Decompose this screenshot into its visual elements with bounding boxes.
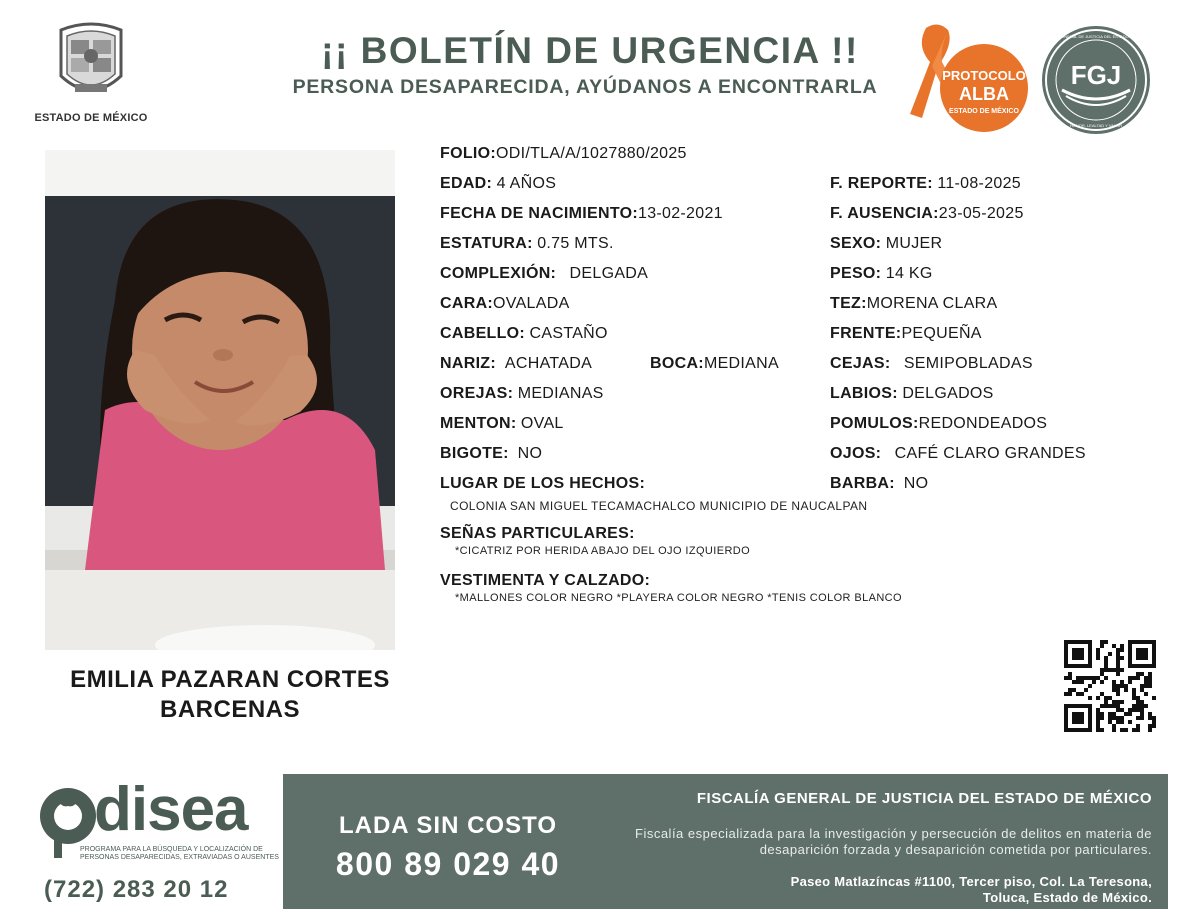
field-label: POMULOS:	[830, 415, 919, 432]
field-folio	[440, 145, 687, 163]
person-name-line1: EMILIA PAZARAN CORTES	[70, 666, 390, 693]
field-lugar-value: COLONIA SAN MIGUEL TECAMACHALCO MUNICIPIO DE NAUCALPAN	[450, 499, 868, 513]
field-orejas	[440, 385, 604, 403]
field-barba	[830, 475, 928, 493]
fgj-logo	[1040, 24, 1152, 136]
odisea-wordmark: disea	[94, 775, 248, 844]
fgj-seal-icon	[1040, 24, 1152, 136]
field-label: VESTIMENTA Y CALZADO:	[440, 572, 651, 589]
footer-contact-panel	[283, 774, 1168, 909]
field-ojos	[830, 445, 1086, 463]
field-label: FOLIO:	[440, 145, 497, 162]
field-bigote	[440, 445, 542, 463]
alba-line2: ALBA	[959, 84, 1009, 104]
field-label: SEÑAS PARTICULARES:	[440, 525, 635, 542]
fgj-ring-bottom: HONOR, LEALTAD Y VALOR	[1069, 123, 1123, 128]
field-label: TEZ:	[830, 295, 867, 312]
field-tez	[830, 295, 998, 313]
state-label: ESTADO DE MÉXICO	[34, 112, 148, 124]
field-f-ausencia	[830, 205, 1024, 223]
field-value: 23-05-2025	[938, 205, 1024, 222]
field-value: DELGADA	[569, 265, 649, 282]
field-label: BOCA:	[650, 355, 704, 372]
field-value: ACHATADA	[504, 355, 593, 372]
alba-line3: ESTADO DE MÉXICO	[949, 108, 1019, 115]
field-value: 14 KG	[885, 265, 933, 282]
field-label: BARBA:	[830, 475, 895, 492]
field-fecha-nacimiento	[440, 205, 723, 223]
field-label: NARIZ:	[440, 355, 497, 372]
fgj-short: FGJ	[1070, 60, 1122, 90]
qr-code-icon	[1064, 640, 1156, 732]
field-boca	[650, 355, 779, 373]
field-menton	[440, 415, 564, 433]
person-photo	[45, 150, 395, 650]
field-peso	[830, 265, 933, 283]
field-value: PEQUEÑA	[901, 325, 982, 342]
field-edad	[440, 175, 556, 193]
field-estatura	[440, 235, 614, 253]
field-vestimenta	[440, 572, 650, 590]
alba-line1: PROTOCOLO	[942, 68, 1026, 83]
field-label: CARA:	[440, 295, 494, 312]
field-label: MENTON:	[440, 415, 517, 432]
field-frente	[830, 325, 982, 343]
coat-of-arms-icon	[51, 18, 131, 106]
field-cejas	[830, 355, 1033, 373]
fgj-ring-top: FISCALÍA GENERAL DE JUSTICIA DEL ESTADO DE MÉXICO	[1040, 34, 1152, 39]
odisea-logo	[30, 775, 280, 910]
address-line1: Paseo Matlazíncas #1100, Tercer piso, Col. La Teresona,	[790, 874, 1152, 889]
odisea-phone[interactable]: (722) 283 20 12	[44, 876, 229, 903]
field-value: CAFÉ CLARO GRANDES	[894, 445, 1086, 462]
lada-label: LADA SIN COSTO	[338, 812, 557, 839]
protocolo-alba-logo	[898, 22, 1028, 132]
field-label: OJOS:	[830, 445, 882, 462]
field-pomulos	[830, 415, 1047, 433]
field-value: REDONDEADOS	[918, 415, 1048, 432]
field-value: OVALADA	[493, 295, 570, 312]
field-f-reporte	[830, 175, 1021, 193]
field-label: CEJAS:	[830, 355, 891, 372]
field-value: 11-08-2025	[937, 175, 1021, 192]
field-value: 4 AÑOS	[496, 175, 557, 192]
qr-code[interactable]	[1064, 640, 1156, 732]
field-value: SEMIPOBLADAS	[903, 355, 1033, 372]
field-value: NO	[517, 445, 543, 462]
field-value: MORENA CLARA	[866, 295, 998, 312]
bulletin-subtitle: PERSONA DESAPARECIDA, AYÚDANOS A ENCONTRARLA	[292, 76, 878, 98]
field-label: SEXO:	[830, 235, 882, 252]
lada-phone-number[interactable]: 800 89 029 40	[335, 846, 561, 882]
field-complexion	[440, 265, 648, 283]
bulletin-title: ¡¡ BOLETÍN DE URGENCIA !!	[321, 30, 859, 71]
field-value: MEDIANAS	[517, 385, 604, 402]
fiscalia-address	[592, 874, 1152, 906]
field-label: LABIOS:	[830, 385, 898, 402]
person-name-line2: BARCENAS	[159, 696, 300, 723]
field-value: 0.75 MTS.	[537, 235, 614, 252]
field-label: BIGOTE:	[440, 445, 509, 462]
field-vestimenta-value: *MALLONES COLOR NEGRO *PLAYERA COLOR NEGRO *TENIS COLOR BLANCO	[455, 592, 902, 604]
field-value: ODI/TLA/A/1027880/2025	[496, 145, 687, 162]
field-label: FECHA DE NACIMIENTO:	[440, 205, 638, 222]
awareness-ribbon-icon	[898, 22, 1028, 132]
field-label: PESO:	[830, 265, 882, 282]
field-label: EDAD:	[440, 175, 493, 192]
field-label: ESTATURA:	[440, 235, 533, 252]
field-value: DELGADOS	[902, 385, 994, 402]
field-label: F. REPORTE:	[830, 175, 933, 192]
field-label: F. AUSENCIA:	[830, 205, 939, 222]
field-value: 13-02-2021	[638, 205, 723, 222]
person-name	[30, 665, 430, 725]
field-lugar	[440, 475, 645, 493]
field-cara	[440, 295, 570, 313]
field-label: CABELLO:	[440, 325, 526, 342]
field-value: MUJER	[885, 235, 943, 252]
fiscalia-name: FISCALÍA GENERAL DE JUSTICIA DEL ESTADO DE MÉXICO	[696, 790, 1152, 807]
field-cabello	[440, 325, 608, 343]
field-label: COMPLEXIÓN:	[440, 265, 557, 282]
field-value: MEDIANA	[703, 355, 779, 372]
field-value: OVAL	[520, 415, 564, 432]
child-photo-illustration	[45, 150, 395, 650]
field-nariz	[440, 355, 592, 373]
field-label: FRENTE:	[830, 325, 902, 342]
field-value: NO	[903, 475, 929, 492]
address-line2: Toluca, Estado de México.	[982, 890, 1152, 905]
field-senas-value: *CICATRIZ POR HERIDA ABAJO DEL OJO IZQUIERDO	[455, 545, 751, 557]
odisea-description: PROGRAMA PARA LA BÚSQUEDA Y LOCALIZACIÓN DE PERSONAS DESAPARECIDAS, EXTRAVIADAS O AUSENTES	[80, 846, 279, 861]
field-value: CASTAÑO	[529, 325, 608, 342]
field-label: OREJAS:	[440, 385, 514, 402]
fiscalia-description: Fiscalía especializada para la investigación y persecución de delitos en materia de desaparición forzada y desaparición cometida por particulares.	[635, 826, 1152, 857]
field-senas	[440, 525, 635, 543]
estado-de-mexico-logo	[28, 18, 154, 124]
field-label: LUGAR DE LOS HECHOS:	[440, 475, 646, 492]
field-labios	[830, 385, 994, 403]
field-sexo	[830, 235, 942, 253]
